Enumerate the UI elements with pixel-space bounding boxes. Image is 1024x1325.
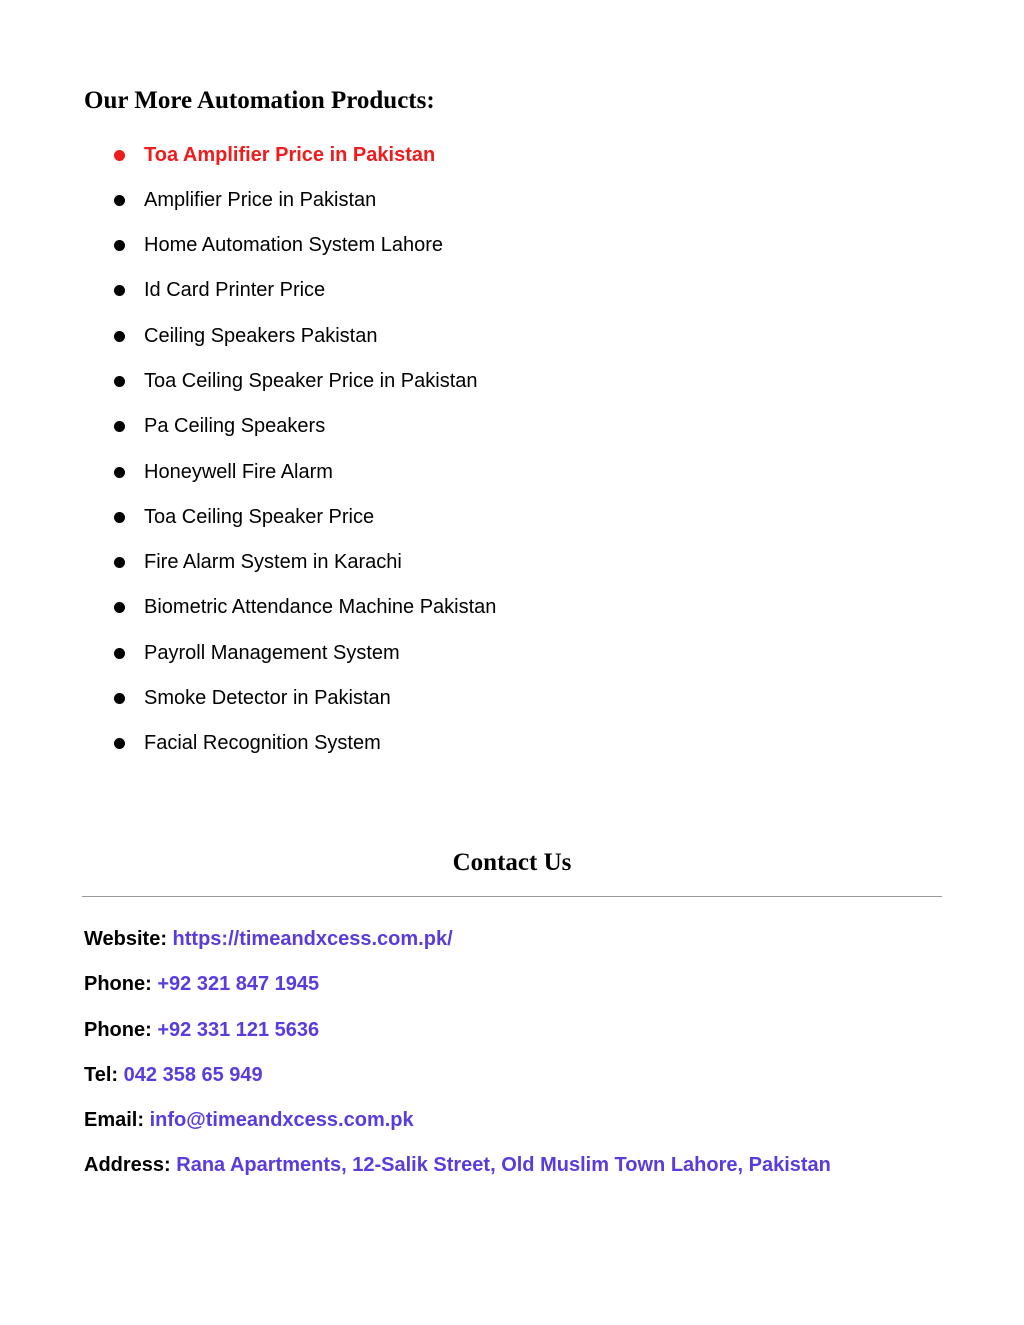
phone-link[interactable]: +92 331 121 5636 — [157, 1018, 320, 1041]
product-link[interactable]: Payroll Management System — [144, 641, 400, 664]
product-item-toa-ceiling-speaker-price[interactable] — [112, 501, 496, 533]
product-item-biometric-attendance-machine-pakistan[interactable] — [112, 592, 496, 624]
phone-link[interactable]: +92 321 847 1945 — [157, 973, 320, 996]
contact-label: Tel: — [84, 1063, 119, 1086]
product-link[interactable]: Biometric Attendance Machine Pakistan — [144, 596, 497, 619]
product-link[interactable]: Id Card Printer Price — [144, 279, 326, 302]
bullet-icon — [114, 195, 125, 206]
bullet-icon — [114, 240, 125, 251]
contact-divider — [82, 896, 942, 897]
product-link[interactable]: Toa Amplifier Price in Pakistan — [144, 143, 436, 166]
product-item-home-automation-system-lahore[interactable] — [112, 230, 496, 262]
product-link[interactable]: Smoke Detector in Pakistan — [144, 687, 391, 710]
bullet-icon — [114, 648, 125, 659]
product-item-pa-ceiling-speakers[interactable] — [112, 411, 496, 443]
email-link[interactable]: info@timeandxcess.com.pk — [149, 1109, 414, 1132]
bullet-icon — [114, 285, 125, 296]
bullet-icon — [114, 602, 125, 613]
contact-row-address — [84, 1149, 831, 1181]
bullet-icon — [114, 331, 125, 342]
bullet-icon — [114, 421, 125, 432]
product-item-honeywell-fire-alarm[interactable] — [112, 456, 496, 488]
bullet-icon — [114, 512, 125, 523]
bullet-icon — [114, 557, 125, 568]
product-item-ceiling-speakers-pakistan[interactable] — [112, 320, 496, 352]
product-item-smoke-detector-in-pakistan[interactable] — [112, 683, 496, 715]
contact-row-website — [84, 923, 831, 955]
product-link[interactable]: Pa Ceiling Speakers — [144, 415, 326, 438]
contact-label: Phone: — [84, 973, 152, 996]
product-item-facial-recognition-system[interactable] — [112, 728, 496, 760]
product-link[interactable]: Amplifier Price in Pakistan — [144, 188, 377, 211]
contact-list — [84, 923, 831, 1195]
contact-label: Website: — [84, 928, 167, 950]
contact-row-phone-1 — [84, 968, 831, 1000]
product-link[interactable]: Honeywell Fire Alarm — [144, 460, 333, 483]
products-heading: Our More Automation Products: — [84, 87, 435, 114]
product-link[interactable]: Facial Recognition System — [144, 732, 381, 755]
product-link[interactable]: Toa Ceiling Speaker Price in Pakistan — [144, 369, 478, 392]
contact-label: Address: — [84, 1154, 171, 1177]
bullet-icon — [114, 150, 125, 161]
bullet-icon — [114, 467, 125, 478]
tel-link[interactable]: 042 358 65 949 — [123, 1063, 263, 1086]
address-link[interactable]: Rana Apartments, 12-Salik Street, Old Muslim Town Lahore, Pakistan — [176, 1154, 831, 1177]
bullet-icon — [114, 376, 125, 387]
product-link[interactable]: Fire Alarm System in Karachi — [144, 551, 402, 574]
product-item-amplifier-price-in-pakistan[interactable] — [112, 184, 496, 216]
bullet-icon — [114, 693, 125, 704]
product-item-payroll-management-system[interactable] — [112, 637, 496, 669]
product-list — [112, 139, 496, 773]
contact-heading: Contact Us — [452, 849, 572, 876]
product-item-id-card-printer-price[interactable] — [112, 275, 496, 307]
contact-row-email — [84, 1104, 831, 1136]
contact-label: Email: — [84, 1109, 145, 1132]
product-item-fire-alarm-system-in-karachi[interactable] — [112, 547, 496, 579]
contact-row-phone-2 — [84, 1014, 831, 1046]
product-item-toa-ceiling-speaker-price-in-pakistan[interactable] — [112, 365, 496, 397]
bullet-icon — [114, 738, 125, 749]
product-link[interactable]: Toa Ceiling Speaker Price — [144, 505, 375, 528]
contact-label: Phone: — [84, 1018, 152, 1041]
product-item-toa-amplifier-price-in-pakistan[interactable] — [112, 139, 496, 171]
product-link[interactable]: Home Automation System Lahore — [144, 234, 444, 257]
product-link[interactable]: Ceiling Speakers Pakistan — [144, 324, 378, 347]
contact-row-tel — [84, 1059, 831, 1091]
website-link[interactable]: https://timeandxcess.com.pk/ — [172, 928, 453, 950]
